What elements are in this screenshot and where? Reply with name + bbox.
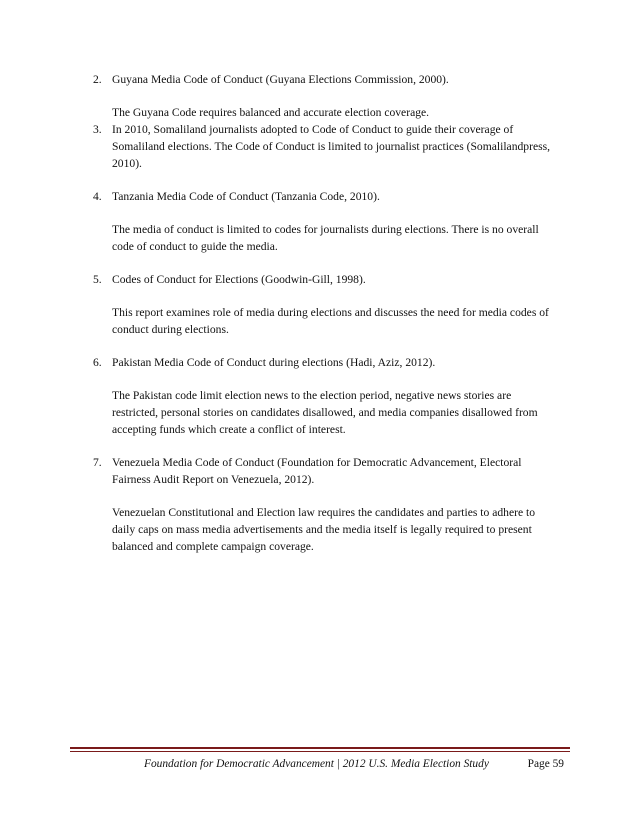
- page-footer: [70, 758, 570, 774]
- list-number: 2.: [93, 73, 102, 86]
- list-item-heading: Guyana Media Code of Conduct (Guyana Elections Commission, 2000).: [112, 73, 449, 86]
- list-number: 6.: [93, 356, 102, 369]
- page-number: Page 59: [527, 758, 564, 770]
- list-item-heading: Pakistan Media Code of Conduct during elections (Hadi, Aziz, 2012).: [112, 356, 436, 369]
- footer-rule: [70, 747, 570, 752]
- list-item-5: [93, 271, 553, 338]
- footer-rule-thick: [70, 747, 570, 749]
- list-item-heading: Codes of Conduct for Elections (Goodwin-Gill, 1998).: [112, 273, 366, 286]
- footer-title: Foundation for Democratic Advancement | 2012 U.S. Media Election Study: [144, 758, 489, 770]
- list-item-description: The Guyana Code requires balanced and accurate election coverage.: [112, 106, 430, 119]
- list-item-6: [93, 354, 553, 438]
- list-item-description: The Pakistan code limit election news to the election period, negative news stories are restricted, personal stories on candidates disallowed, and media companies disallowed from accepting funds which create a conflict of interest.: [112, 389, 538, 436]
- list-number: 5.: [93, 273, 102, 286]
- list-item-description: This report examines role of media during elections and discusses the need for media codes of conduct during elections.: [112, 306, 549, 336]
- list-item-description: The media of conduct is limited to codes for journalists during elections. There is no overall code of conduct to guide the media.: [112, 223, 539, 253]
- list-number: 4.: [93, 190, 102, 203]
- list-item-heading: Tanzania Media Code of Conduct (Tanzania Code, 2010).: [112, 190, 380, 203]
- list-item-heading: Venezuela Media Code of Conduct (Foundation for Democratic Advancement, Electoral Fairness Audit Report on Venezuela, 2012).: [112, 456, 522, 486]
- list-number: 7.: [93, 456, 102, 469]
- list-item-7: [93, 454, 553, 555]
- list-item-3: [93, 121, 553, 172]
- list-item-heading: In 2010, Somaliland journalists adopted to Code of Conduct to guide their coverage of Somaliland elections. The Code of Conduct is limited to journalist practices (Somalilandpress, 2010).: [112, 123, 551, 170]
- list-item-description: Venezuelan Constitutional and Election law requires the candidates and parties to adhere to daily caps on mass media advertisements and the media itself is legally required to present balanced and complete campaign coverage.: [112, 506, 536, 553]
- footer-rule-thin: [70, 751, 570, 752]
- list-number: 3.: [93, 123, 102, 136]
- list-item-2: [93, 71, 553, 121]
- list-item-4: [93, 188, 553, 255]
- document-body: [93, 71, 553, 555]
